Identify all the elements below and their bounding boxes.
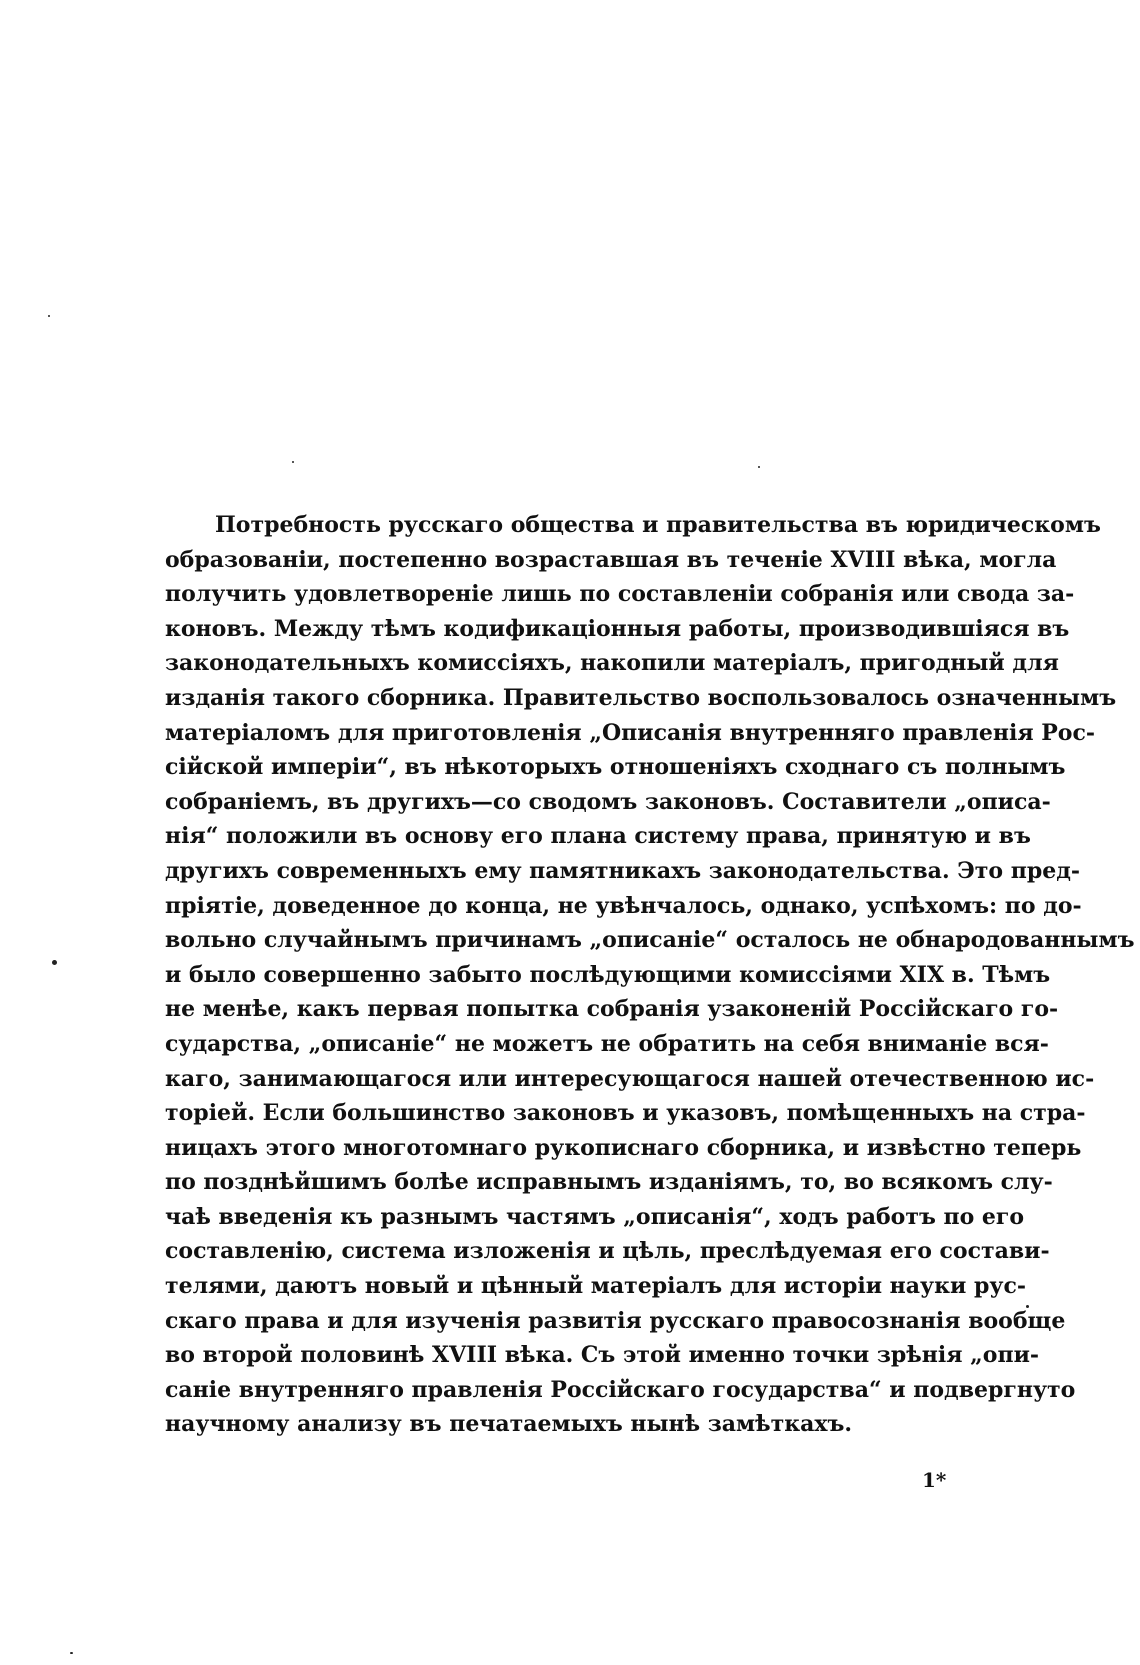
text-line: телями, даютъ новый и цѣнный матеріалъ для исторіи науки рус- bbox=[165, 1273, 1026, 1300]
text-line: образованіи, постепенно возраставшая въ теченіе XVIII вѣка, могла bbox=[165, 546, 1057, 573]
text-line: во второй половинѣ XVIII вѣка. Съ этой именно точки зрѣнія „опи- bbox=[165, 1342, 1040, 1369]
text-line: сударства, „описаніе“ не можетъ не обратить на себя вниманіе вся- bbox=[165, 1030, 1049, 1057]
text-line: скаго права и для изученія развитія русскаго правосознанія вообще bbox=[165, 1307, 1066, 1334]
text-line: каго, занимающагося или интересующагося нашей отечественною ис- bbox=[165, 1065, 1095, 1092]
text-line: Потребность русскаго общества и правительства въ юридическомъ bbox=[215, 512, 1101, 538]
text-line: другихъ современныхъ ему памятникахъ законодательства. Это пред- bbox=[165, 857, 1080, 884]
text-line: ницахъ этого многотомнаго рукописнаго сборника, и извѣстно теперь bbox=[165, 1134, 1082, 1161]
page-number: 1* bbox=[922, 1468, 947, 1492]
text-line: вольно случайнымъ причинамъ „описаніе“ осталось не обнародованнымъ bbox=[165, 927, 1135, 954]
text-line: составленію, система изложенія и цѣль, преслѣдуемая его состави- bbox=[165, 1238, 1050, 1265]
scan-speck bbox=[70, 1652, 73, 1654]
text-line: получить удовлетвореніе лишь по составленіи собранія или свода за- bbox=[165, 581, 1075, 608]
scan-speck bbox=[52, 960, 57, 965]
text-line: не менѣе, какъ первая попытка собранія узаконеній Россійскаго го- bbox=[165, 996, 1059, 1023]
text-line: нія“ положили въ основу его плана систему права, принятую и въ bbox=[165, 823, 1031, 850]
text-line: торіей. Если большинство законовъ и указовъ, помѣщенныхъ на стра- bbox=[165, 1100, 1086, 1127]
text-line: изданія такого сборника. Правительство воспользовалось означеннымъ bbox=[165, 684, 1117, 711]
scan-speck bbox=[48, 315, 50, 317]
scan-speck bbox=[758, 466, 760, 468]
body-paragraph bbox=[165, 508, 1135, 1442]
text-line: матеріаломъ для приготовленія „Описанія внутренняго правленія Рос- bbox=[165, 719, 1096, 746]
text-line: по позднѣйшимъ болѣе исправнымъ изданіямъ, то, во всякомъ слу- bbox=[165, 1169, 1053, 1196]
text-line: законодательныхъ комиссіяхъ, накопили матеріалъ, пригодный для bbox=[165, 650, 1059, 677]
scan-speck bbox=[1026, 1305, 1029, 1308]
text-line: пріятіе, доведенное до конца, не увѣнчалось, однако, успѣхомъ: по до- bbox=[165, 892, 1082, 919]
text-line: собраніемъ, въ другихъ—со сводомъ законовъ. Составители „описа- bbox=[165, 788, 1051, 815]
text-line: коновъ. Между тѣмъ кодификаціонныя работы, производившіяся въ bbox=[165, 615, 1070, 642]
text-line: сійской имперіи“, въ нѣкоторыхъ отношеніяхъ сходнаго съ полнымъ bbox=[165, 754, 1066, 781]
scan-speck bbox=[292, 461, 294, 463]
text-line: саніе внутренняго правленія Россійскаго государства“ и подвергнуто bbox=[165, 1376, 1076, 1403]
text-line: научному анализу въ печатаемыхъ нынѣ замѣткахъ. bbox=[165, 1411, 853, 1438]
text-line: и было совершенно забыто послѣдующими комиссіями XIX в. Тѣмъ bbox=[165, 961, 1051, 988]
text-line: чаѣ введенія къ разнымъ частямъ „описанія“, ходъ работъ по его bbox=[165, 1203, 1025, 1230]
